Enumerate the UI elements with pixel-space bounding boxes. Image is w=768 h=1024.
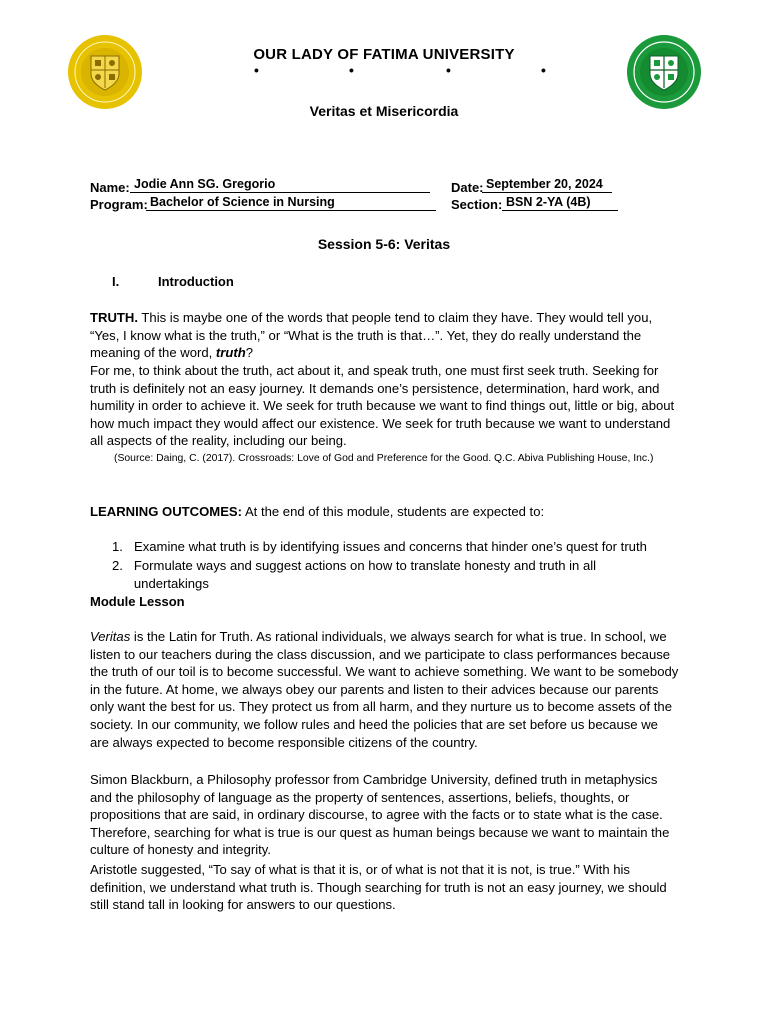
- header-bullet: •: [254, 62, 259, 78]
- intro-paragraph-2: For me, to think about the truth, act about it, and speak truth, one must first seek truth. Seeking for truth is definitely not an easy journey. It demands one’s persistence, determination, hard work, and humility in order to achieve it. We seek for truth because we want to find things out, little or big, about how much impact they would affect our existence. We seek for truth because we want to understand all aspects of the reality, including our being.: [90, 363, 675, 449]
- module-lesson-paragraph-3: Aristotle suggested, “To say of what is that it is, or of what is not that it is not, is true.” With his definition, we understand what truth is. Though searching for truth is not an easy journey, we should still stand tall in looking for answers to our questions.: [90, 862, 667, 913]
- list-item: 1. Examine what truth is by identifying issues and concerns that hinder one’s quest for truth: [112, 539, 647, 554]
- section-label: Section:: [451, 197, 503, 212]
- header-bullet: •: [541, 62, 546, 78]
- module-lesson-heading: Module Lesson: [90, 594, 185, 609]
- learning-outcomes-intro: LEARNING OUTCOMES: At the end of this module, students are expected to:: [90, 504, 545, 519]
- date-field: September 20, 2024: [482, 177, 612, 193]
- list-item: 2. Formulate ways and suggest actions on how to translate honesty and truth in all undertakings: [112, 557, 597, 591]
- header-bullet: •: [446, 62, 451, 78]
- veritas-emphasis: Veritas: [90, 629, 131, 644]
- name-label: Name:: [90, 180, 130, 195]
- truth-lead: TRUTH.: [90, 310, 139, 325]
- learning-outcomes-lead: LEARNING OUTCOMES:: [90, 504, 243, 519]
- header-bullet: •: [349, 62, 354, 78]
- date-label: Date:: [451, 180, 484, 195]
- university-name: OUR LADY OF FATIMA UNIVERSITY: [253, 46, 515, 63]
- truth-emphasis: truth: [215, 345, 246, 361]
- module-lesson-paragraph-2: Simon Blackburn, a Philosophy professor from Cambridge University, defined truth in metaphysics and the philosophy of language as the property of sentences, assertions, beliefs, thoughts, or propositions that are said, in ordinary discourse, to agree with the facts or to state what is the case. Therefore, searching for what is true is our quest as human beings because we want to maintain the culture of honesty and integrity.: [90, 772, 670, 858]
- introduction-heading: Introduction: [158, 274, 234, 289]
- section-field: BSN 2-YA (4B): [502, 195, 618, 211]
- section-number: I.: [112, 274, 120, 289]
- program-label: Program:: [90, 197, 148, 212]
- session-title: Session 5-6: Veritas: [317, 236, 451, 252]
- intro-paragraph-1: TRUTH. This is maybe one of the words that people tend to claim they have. They would tell you, “Yes, I know what is the truth,” or “What is the truth is that…”. Yet, they do really understand the meaning of the word, truth?: [90, 310, 653, 361]
- program-field: Bachelor of Science in Nursing: [146, 195, 436, 211]
- university-motto: Veritas et Misericordia: [309, 103, 459, 119]
- module-lesson-paragraph-1: Veritas is the Latin for Truth. As rational individuals, we always search for what is true. In school, we listen to our teachers during the class discussion, and we participate to class performances because the truth of our toil is to become successful. We want to achieve something. We want to be somebody in the future. At home, we always obey our parents and listen to their advices because our parents only want the best for us. They protect us from all harm, and they nurture us to become assets of the society. In our community, we follow rules and heed the policies that are set before us because we are always expected to become responsible citizens of the country.: [90, 629, 679, 750]
- source-citation: (Source: Daing, C. (2017). Crossroads: Love of God and Preference for the Good. Q.C. Abiva Publishing House, Inc.): [114, 453, 654, 464]
- name-field: Jodie Ann SG. Gregorio: [130, 177, 430, 193]
- learning-outcomes-list: [112, 538, 672, 594]
